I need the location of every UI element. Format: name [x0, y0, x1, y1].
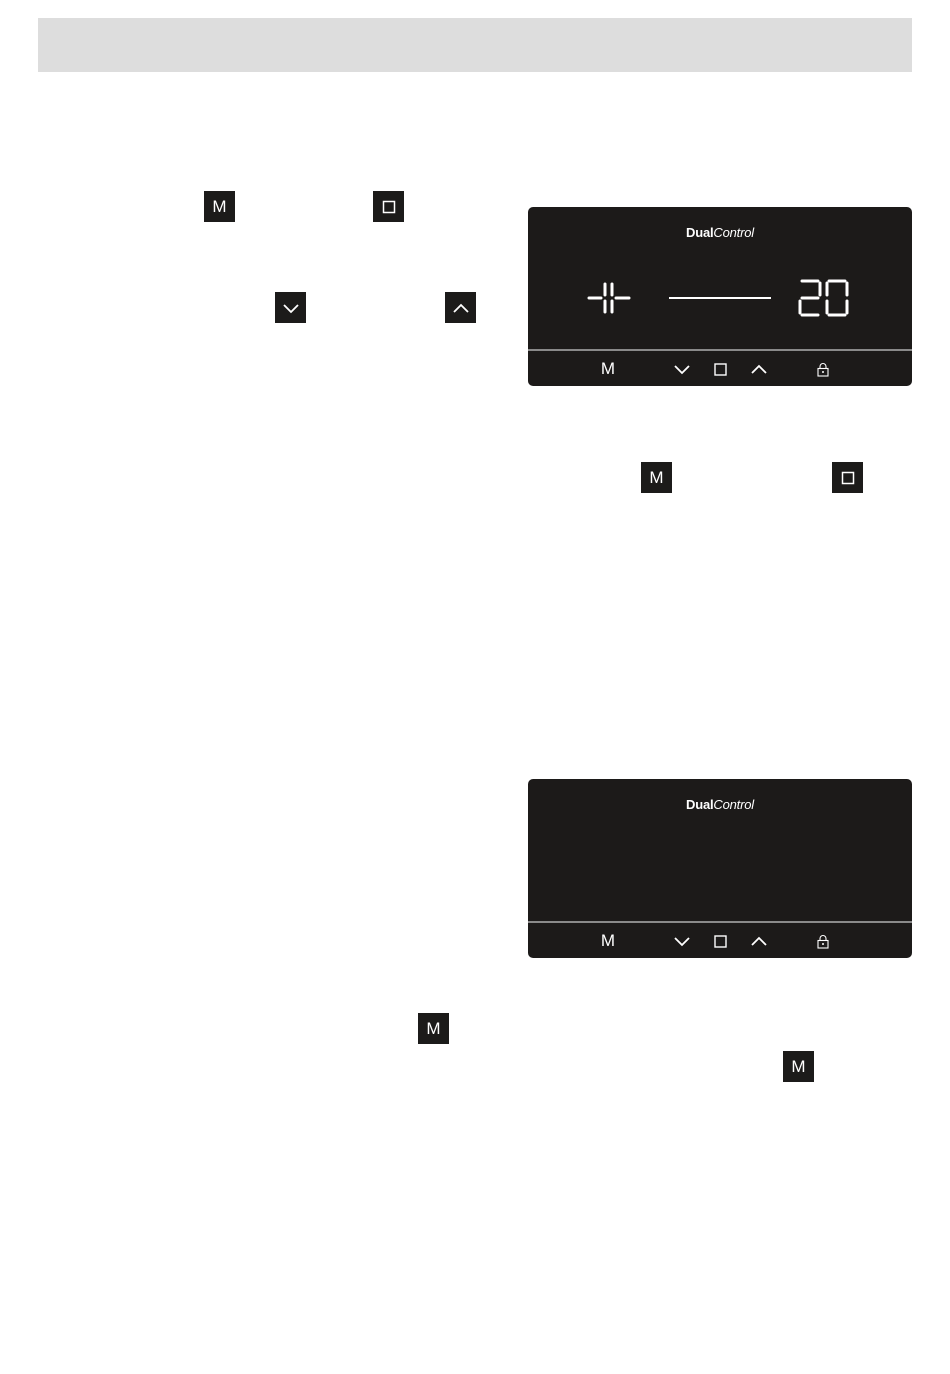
m-key-glyph [783, 1051, 814, 1082]
mode-touch-key-label: M [600, 931, 616, 950]
chevron-down-icon [673, 935, 691, 947]
right-segment-display [800, 281, 847, 315]
chevron-up-icon [750, 363, 768, 375]
square-icon [841, 471, 855, 485]
control-panel-display-off [528, 779, 912, 958]
confirm-touch-key[interactable] [710, 931, 730, 951]
m-key-label: M [426, 1019, 441, 1038]
m-key-label: M [791, 1057, 806, 1076]
m-key-label: M [649, 468, 664, 487]
confirm-touch-key[interactable] [710, 359, 730, 379]
chevron-up-icon [750, 935, 768, 947]
mode-touch-key-label: M [600, 359, 616, 378]
mode-touch-key[interactable] [598, 359, 618, 379]
chevron-down-icon [282, 302, 300, 314]
m-key-glyph [204, 191, 235, 222]
up-touch-key[interactable] [749, 359, 769, 379]
dualcontrol-logo [528, 797, 912, 812]
m-key-label: M [212, 197, 227, 216]
brand-italic: Control [713, 797, 754, 812]
down-touch-key[interactable] [672, 359, 692, 379]
square-key-glyph [373, 191, 404, 222]
square-icon [382, 200, 396, 214]
lock-icon [817, 934, 829, 949]
control-panel-display-on [528, 207, 912, 386]
square-key-glyph [832, 462, 863, 493]
left-segment-display [589, 284, 629, 312]
down-key-glyph [275, 292, 306, 323]
lock-touch-key[interactable] [813, 359, 833, 379]
m-key-glyph [418, 1013, 449, 1044]
lock-icon [817, 362, 829, 377]
lock-touch-key[interactable] [813, 931, 833, 951]
panel-divider [528, 921, 912, 923]
chevron-up-icon [452, 302, 470, 314]
panel-divider [528, 349, 912, 351]
mode-touch-key[interactable] [598, 931, 618, 951]
m-key-glyph [641, 462, 672, 493]
chevron-down-icon [673, 363, 691, 375]
down-touch-key[interactable] [672, 931, 692, 951]
brand-bold: Dual [686, 225, 714, 240]
up-touch-key[interactable] [749, 931, 769, 951]
panel-display [528, 207, 912, 347]
header-band [38, 18, 912, 72]
square-icon [714, 935, 727, 948]
square-icon [714, 363, 727, 376]
up-key-glyph [445, 292, 476, 323]
brand-bold: Dual [686, 797, 714, 812]
brand-italic: Control [713, 225, 754, 240]
